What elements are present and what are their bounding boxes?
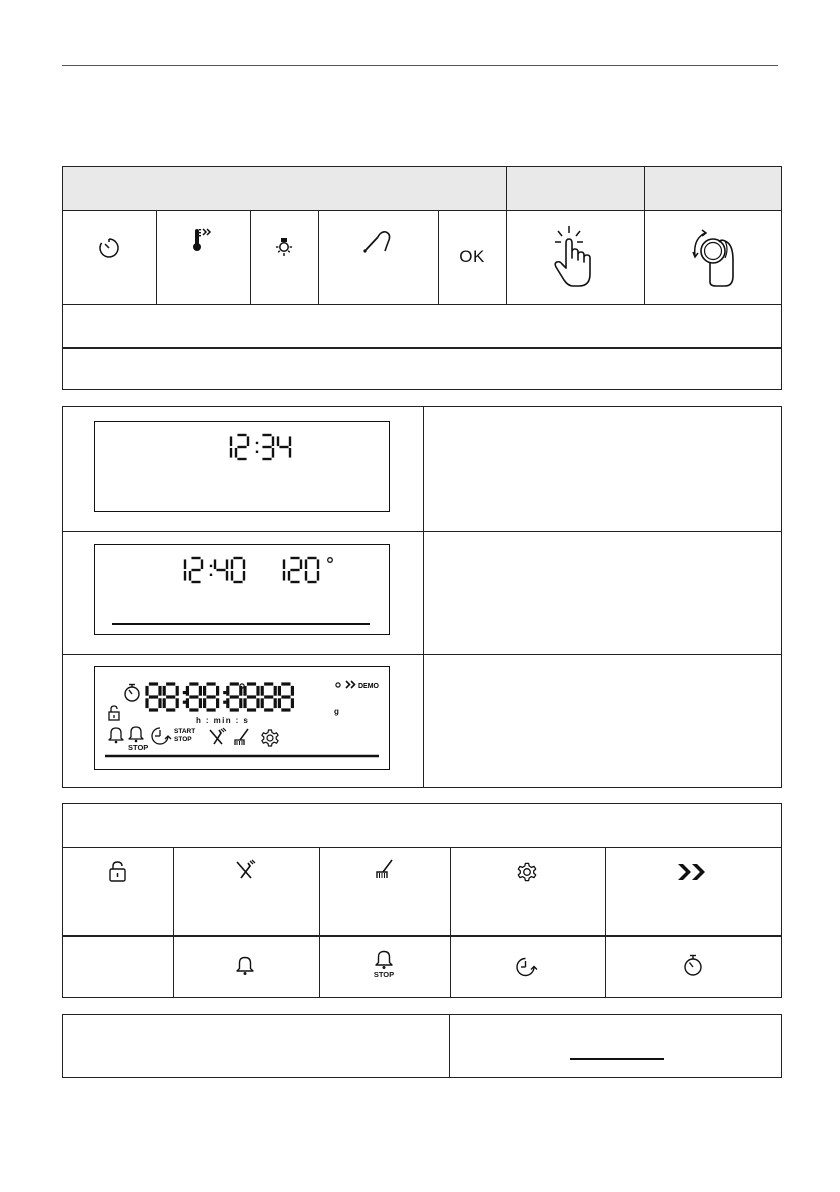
colon-dot bbox=[183, 691, 186, 694]
stopwatch-icon bbox=[125, 685, 139, 702]
degree-symbol bbox=[336, 683, 340, 687]
fast-heat-up-button[interactable] bbox=[156, 210, 249, 272]
double-chevron-icon bbox=[346, 681, 355, 688]
food-fork-knife-icon bbox=[210, 728, 226, 744]
cleaning-brush-icon bbox=[373, 859, 395, 881]
colon-dot bbox=[256, 442, 258, 444]
hms-label: h : min : s bbox=[196, 716, 250, 725]
colon-dot bbox=[183, 701, 186, 704]
demo-label: DEMO bbox=[358, 683, 379, 690]
colon-dot bbox=[223, 691, 226, 694]
top-rule bbox=[62, 65, 778, 66]
colon-dot bbox=[210, 574, 212, 576]
rotate-knob-icon bbox=[683, 224, 743, 288]
bell-stop-icon bbox=[372, 949, 396, 979]
lamp-icon bbox=[272, 236, 296, 260]
settings-gear-icon bbox=[516, 861, 538, 883]
display-3-segments bbox=[95, 667, 387, 767]
display-1-time bbox=[217, 433, 297, 463]
stop-label: STOP bbox=[128, 743, 149, 752]
display-1 bbox=[94, 421, 390, 512]
lamp-button[interactable] bbox=[250, 210, 317, 286]
double-chevron-icon bbox=[676, 862, 710, 882]
progress-bar bbox=[112, 623, 370, 625]
indicator-stopwatch-cell bbox=[605, 936, 781, 996]
bell-stop-label: STOP bbox=[373, 970, 395, 979]
indicator-bell-cell bbox=[173, 936, 318, 996]
lock-icon bbox=[109, 706, 119, 720]
cleaning-brush-icon bbox=[235, 729, 248, 745]
indicator-food-cell bbox=[173, 847, 318, 887]
indicator-chevron-cell bbox=[605, 847, 781, 887]
ok-button[interactable] bbox=[438, 210, 505, 302]
display-3 bbox=[94, 666, 390, 770]
timer-icon bbox=[97, 236, 121, 260]
colon-dot bbox=[223, 701, 226, 704]
indicator-bell-stop-cell bbox=[319, 936, 449, 996]
bell-icon bbox=[235, 955, 255, 977]
bell-stop-icon bbox=[128, 727, 148, 752]
stop-label-2: STOP bbox=[174, 736, 192, 743]
clock-arrow-icon bbox=[152, 728, 171, 744]
lock-icon bbox=[108, 861, 128, 883]
start-label: START bbox=[174, 728, 196, 735]
colon-dot bbox=[256, 451, 258, 453]
display-2-temperature bbox=[270, 556, 340, 586]
ok-icon bbox=[457, 246, 487, 266]
bottom-table bbox=[62, 1014, 782, 1078]
indicator-settings-cell bbox=[450, 847, 604, 887]
colon-dot bbox=[210, 565, 212, 567]
indicator-brush-cell bbox=[319, 847, 449, 887]
indicator-clock-cell bbox=[450, 936, 604, 996]
degree-symbol bbox=[328, 558, 333, 563]
touch-hand-icon bbox=[549, 224, 601, 288]
display-2-time bbox=[171, 556, 251, 586]
clock-arrow-icon bbox=[514, 954, 538, 978]
bell-icon bbox=[109, 728, 123, 743]
food-sensor-icon bbox=[361, 227, 395, 255]
touch-gesture-cell bbox=[506, 210, 643, 302]
table-header-row bbox=[63, 167, 781, 210]
food-sensor-button[interactable] bbox=[318, 210, 437, 272]
ok-label: OK bbox=[458, 247, 485, 266]
gram-label: g bbox=[334, 707, 339, 716]
food-fork-knife-icon bbox=[234, 860, 256, 882]
timer-button[interactable] bbox=[63, 210, 155, 286]
display-2 bbox=[94, 544, 390, 635]
indicator-lock-cell bbox=[63, 847, 172, 887]
indicator-empty-cell bbox=[63, 936, 172, 996]
fast-heat-up-icon bbox=[186, 227, 220, 255]
settings-gear-icon bbox=[262, 730, 278, 746]
underline-bar bbox=[570, 1058, 664, 1060]
rotate-knob-cell bbox=[644, 210, 781, 302]
stopwatch-icon bbox=[682, 953, 704, 977]
